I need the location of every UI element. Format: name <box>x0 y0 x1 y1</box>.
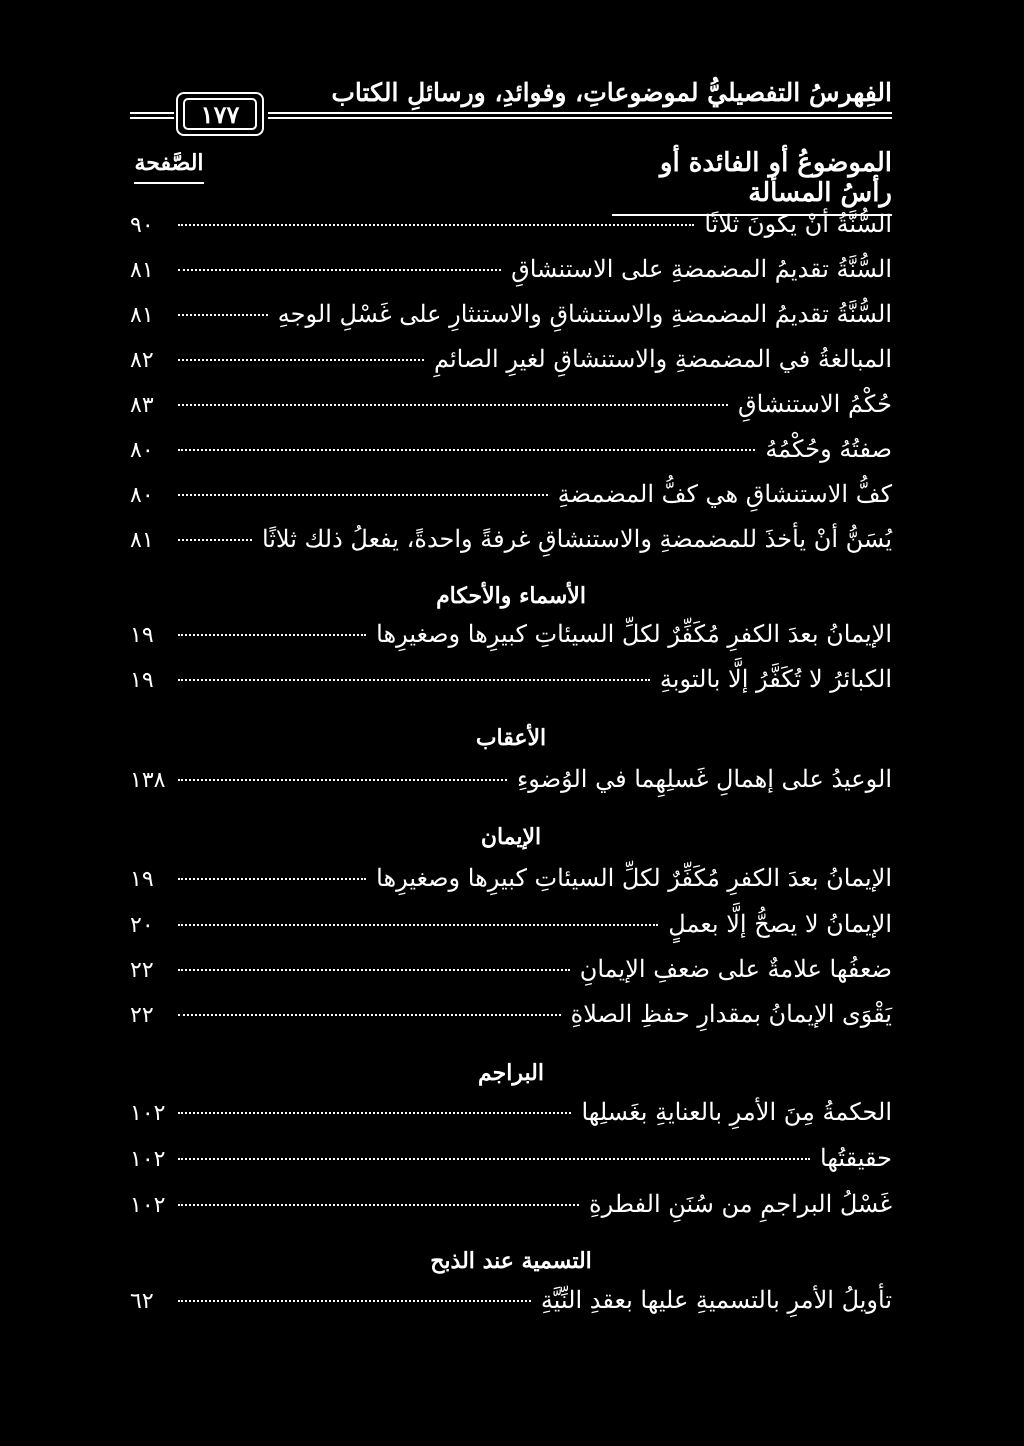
entry-topic: السُّنَّةُ أنْ يكونَ ثلاثًا <box>704 210 892 238</box>
leader-dots <box>178 359 424 361</box>
leader-dots <box>178 224 694 226</box>
index-entry <box>130 1190 892 1234</box>
leader-dots <box>178 679 650 681</box>
entry-page: ٢٠ <box>130 913 154 938</box>
entry-topic: الكبائرُ لا تُكَفَّرُ إلَّا بالتوبةِ <box>659 665 892 693</box>
entry-topic: كفُّ الاستنشاقِ هي كفُّ المضمضةِ <box>557 480 892 508</box>
entry-page: ٨١ <box>130 528 154 553</box>
entry-page: ١٩ <box>130 623 154 648</box>
entry-page: ١٠٢ <box>130 1193 166 1218</box>
leader-dots <box>178 779 507 781</box>
entry-topic: حُكْمُ الاستنشاقِ <box>738 390 892 418</box>
column-header-subject: الموضوعُ أو الفائدة أو رأسُ المسألة <box>612 148 892 216</box>
entry-page: ٦٢ <box>130 1289 154 1314</box>
index-entry <box>130 955 892 999</box>
index-entry <box>130 210 892 254</box>
entry-topic: الوعيدُ على إهمالِ غَسلِهِما في الوُضوءِ <box>517 765 892 793</box>
index-entry <box>130 1000 892 1044</box>
leader-dots <box>178 878 366 880</box>
index-entry <box>130 255 892 299</box>
index-entry <box>130 390 892 434</box>
entry-page: ١٠٢ <box>130 1101 166 1126</box>
running-title: الفِهرسُ التفصيليُّ لموضوعاتِ، وفوائدِ، ورسائلِ الكتاب <box>331 78 892 107</box>
leader-dots <box>178 1300 531 1302</box>
entry-topic: يَقْوَى الإيمانُ بمقدارِ حفظِ الصلاةِ <box>570 1000 892 1028</box>
entry-page: ٨٠ <box>130 483 154 508</box>
header-rule <box>268 112 892 119</box>
leader-dots <box>178 449 755 451</box>
header-rule-left <box>130 112 174 119</box>
entry-page: ٨١ <box>130 303 154 328</box>
entry-page: ٨٢ <box>130 348 154 373</box>
entry-page: ١٣٨ <box>130 768 166 793</box>
entry-topic: السُّنَّةُ تقديمُ المضمضةِ على الاستنشاقِ <box>511 255 892 283</box>
index-entry <box>130 525 892 569</box>
column-header-page: الصَّفحة <box>134 150 204 184</box>
leader-dots <box>178 404 728 406</box>
leader-dots <box>178 1014 561 1016</box>
entry-topic: المبالغةُ في المضمضةِ والاستنشاقِ لغيرِ الصائمِ <box>433 345 892 373</box>
page-number: ١٧٧ <box>183 98 257 130</box>
index-entry <box>130 1286 892 1330</box>
leader-dots <box>178 539 252 541</box>
leader-dots <box>178 634 366 636</box>
entry-page: ٢٢ <box>130 958 154 983</box>
index-entry <box>130 480 892 524</box>
leader-dots <box>178 1204 579 1206</box>
entry-page: ٨٠ <box>130 438 154 463</box>
index-entry <box>130 435 892 479</box>
index-entry <box>130 910 892 954</box>
entry-page: ٨٣ <box>130 393 154 418</box>
index-entry <box>130 345 892 389</box>
section-title: التسمية عند الذبح <box>430 1248 592 1274</box>
entry-topic: الإيمانُ بعدَ الكفرِ مُكَفِّرٌ لكلِّ السيئاتِ كبيرِها وصغيرِها <box>376 864 892 892</box>
section-title: البراجم <box>478 1060 544 1086</box>
index-entry <box>130 620 892 664</box>
index-entry <box>130 765 892 809</box>
entry-page: ١٩ <box>130 668 154 693</box>
section-title: الأسماء والأحكام <box>436 583 586 609</box>
entry-page: ٨١ <box>130 258 154 283</box>
entry-topic: غَسْلُ البراجمِ من سُنَنِ الفطرةِ <box>589 1190 892 1218</box>
section-title: الأعقاب <box>475 725 547 751</box>
section-title: الإيمان <box>480 824 542 850</box>
entry-page: ٢٢ <box>130 1003 154 1028</box>
index-entry <box>130 1098 892 1142</box>
index-entry <box>130 300 892 344</box>
entry-topic: ضعفُها علامةٌ على ضعفِ الإيمانِ <box>579 955 892 983</box>
entry-topic: تأويلُ الأمرِ بالتسميةِ عليها بعقدِ النِّيَّةِ <box>540 1286 892 1314</box>
index-entry <box>130 1144 892 1188</box>
entry-topic: يُسَنُّ أنْ يأخذَ للمضمضةِ والاستنشاقِ غرفةً واحدةً، يفعلُ ذلك ثلاثًا <box>261 525 892 553</box>
entry-topic: الإيمانُ لا يصحُّ إلَّا بعملٍ <box>668 910 892 938</box>
entry-topic: حقيقتُها <box>820 1144 892 1172</box>
page-number-frame <box>176 92 264 136</box>
entry-page: ١٠٢ <box>130 1147 166 1172</box>
leader-dots <box>178 269 501 271</box>
entry-page: ٩٠ <box>130 213 154 238</box>
entry-page: ١٩ <box>130 867 154 892</box>
leader-dots <box>178 314 268 316</box>
leader-dots <box>178 969 570 971</box>
leader-dots <box>178 494 548 496</box>
index-entry <box>130 864 892 908</box>
leader-dots <box>178 924 658 926</box>
leader-dots <box>178 1158 810 1160</box>
entry-topic: الإيمانُ بعدَ الكفرِ مُكَفِّرٌ لكلِّ السيئاتِ كبيرِها وصغيرِها <box>376 620 892 648</box>
entry-topic: السُّنَّةُ تقديمُ المضمضةِ والاستنشاقِ والاستنثارِ على غَسْلِ الوجهِ <box>277 300 892 328</box>
entry-topic: الحكمةُ مِنَ الأمرِ بالعنايةِ بغَسلِها <box>581 1098 892 1126</box>
entry-topic: صفتُهُ وحُكْمُهُ <box>765 435 892 463</box>
index-entry <box>130 665 892 709</box>
leader-dots <box>178 1112 571 1114</box>
